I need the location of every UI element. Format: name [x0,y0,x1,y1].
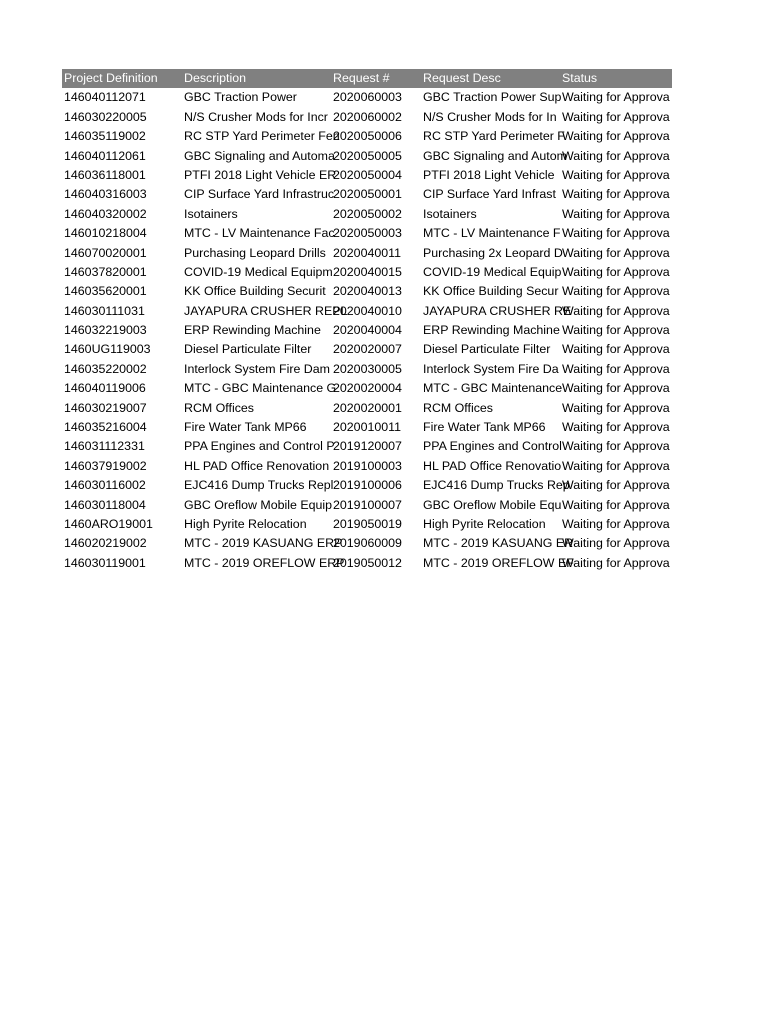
cell-description[interactable]: GBC Oreflow Mobile Equip [184,497,333,512]
cell-request-desc[interactable]: GBC Oreflow Mobile Equ [423,497,562,512]
cell-request-desc[interactable]: HL PAD Office Renovatio [423,458,562,473]
cell-description[interactable]: HL PAD Office Renovation [184,458,330,473]
table-header-row [62,69,672,88]
table-row [62,437,672,456]
cell-project-definition[interactable]: 146010218004 [64,226,147,241]
cell-request-desc[interactable]: Fire Water Tank MP66 [423,420,546,435]
cell-status[interactable]: Waiting for Approva [562,342,670,357]
cell-request-desc[interactable]: Diesel Particulate Filter [423,342,551,357]
cell-request-number[interactable]: 2019060009 [333,536,402,551]
header-project-definition[interactable]: Project Definition [64,71,158,85]
table-row [62,205,672,224]
cell-request-desc[interactable]: COVID-19 Medical Equip [423,264,562,279]
cell-project-definition[interactable]: 1460UG119003 [64,342,151,357]
cell-status[interactable]: Waiting for Approva [562,109,670,124]
header-request-number[interactable]: Request # [333,71,390,85]
table-row [62,554,672,573]
cell-description[interactable]: ERP Rewinding Machine [184,323,321,338]
cell-project-definition[interactable]: 146036118001 [64,167,146,182]
cell-request-number[interactable]: 2020050004 [333,167,402,182]
cell-description[interactable]: N/S Crusher Mods for Incr [184,109,328,124]
table-row [62,127,672,146]
cell-status[interactable]: Waiting for Approva [562,264,670,279]
table-row [62,88,672,107]
cell-request-desc[interactable]: MTC - 2019 KASUANG ER [423,536,574,551]
cell-project-definition[interactable]: 146030116002 [64,478,146,493]
cell-description[interactable]: High Pyrite Relocation [184,516,307,531]
table-row [62,515,672,534]
cell-request-desc[interactable]: PTFI 2018 Light Vehicle [423,167,555,182]
cell-request-number[interactable]: 2020050001 [333,187,402,202]
cell-request-desc[interactable]: GBC Traction Power Sup [423,90,562,105]
cell-project-definition[interactable]: 146030111031 [64,303,145,318]
cell-request-desc[interactable]: MTC - LV Maintenance F [423,226,561,241]
cell-request-desc[interactable]: MTC - GBC Maintenance [423,381,563,396]
cell-project-definition[interactable]: 146040320002 [64,206,147,221]
cell-description[interactable]: JAYAPURA CRUSHER REPL [184,303,348,318]
cell-project-definition[interactable]: 146037820001 [64,264,147,279]
cell-status[interactable]: Waiting for Approva [562,361,670,376]
cell-project-definition[interactable]: 146030220005 [64,109,147,124]
cell-status[interactable]: Waiting for Approva [562,284,670,299]
cell-request-desc[interactable]: CIP Surface Yard Infrast [423,187,556,202]
cell-description[interactable]: RCM Offices [184,400,254,415]
cell-description[interactable]: KK Office Building Securit [184,284,326,299]
cell-description[interactable]: COVID-19 Medical Equipm [184,264,333,279]
cell-status[interactable]: Waiting for Approva [562,478,670,493]
table-body [62,88,672,573]
cell-request-number[interactable]: 2019100003 [333,458,402,473]
cell-project-definition[interactable]: 146035119002 [64,129,146,144]
cell-request-number[interactable]: 2020020004 [333,381,402,396]
cell-request-desc[interactable]: N/S Crusher Mods for In [423,109,557,124]
cell-request-number[interactable]: 2020050003 [333,226,402,241]
cell-request-desc[interactable]: Isotainers [423,206,477,221]
table-row [62,379,672,398]
cell-request-desc[interactable]: High Pyrite Relocation [423,516,546,531]
cell-description[interactable]: PTFI 2018 Light Vehicle ER [184,167,337,182]
table-row [62,340,672,359]
cell-request-desc[interactable]: KK Office Building Secur [423,284,559,299]
cell-status[interactable]: Waiting for Approva [562,187,670,202]
spreadsheet-table [62,69,672,573]
cell-project-definition[interactable]: 146032219003 [64,323,147,338]
cell-status[interactable]: Waiting for Approva [562,516,670,531]
cell-project-definition[interactable]: 146040112071 [64,90,146,105]
cell-project-definition[interactable]: 146035220002 [64,361,147,376]
cell-request-number[interactable]: 2020040015 [333,264,402,279]
cell-request-desc[interactable]: EJC416 Dump Trucks Rep [423,478,570,493]
cell-request-desc[interactable]: RCM Offices [423,400,493,415]
table-row [62,399,672,418]
cell-request-number[interactable]: 2019100007 [333,497,402,512]
cell-request-number[interactable]: 2020020007 [333,342,402,357]
table-row [62,244,672,263]
table-row [62,321,672,340]
cell-status[interactable]: Waiting for Approva [562,458,670,473]
cell-status[interactable]: Waiting for Approva [562,381,670,396]
cell-status[interactable]: Waiting for Approva [562,323,670,338]
cell-project-definition[interactable]: 146040112061 [64,148,146,163]
cell-project-definition[interactable]: 146035620001 [64,284,147,299]
cell-project-definition[interactable]: 146035216004 [64,420,147,435]
header-description[interactable]: Description [184,71,246,85]
table-row [62,108,672,127]
cell-request-number[interactable]: 2020050006 [333,129,402,144]
cell-project-definition[interactable]: 146030219007 [64,400,147,415]
cell-request-number[interactable]: 2020030005 [333,361,402,376]
cell-status[interactable]: Waiting for Approva [562,400,670,415]
table-row [62,534,672,553]
cell-description[interactable]: Isotainers [184,206,238,221]
table-row [62,263,672,282]
cell-project-definition[interactable]: 146030118004 [64,497,146,512]
table-row [62,360,672,379]
cell-request-desc[interactable]: GBC Signaling and Autom [423,148,567,163]
table-row [62,476,672,495]
cell-description[interactable]: Purchasing Leopard Drills [184,245,326,260]
cell-request-number[interactable]: 2020060003 [333,90,402,105]
table-row [62,457,672,476]
cell-status[interactable]: Waiting for Approva [562,90,670,105]
cell-status[interactable]: Waiting for Approva [562,439,670,454]
cell-request-number[interactable]: 2020020001 [333,400,402,415]
cell-request-number[interactable]: 2019120007 [333,439,402,454]
cell-request-number[interactable]: 2019050012 [333,555,402,570]
cell-description[interactable]: GBC Traction Power [184,90,297,105]
table-row [62,418,672,437]
cell-status[interactable]: Waiting for Approva [562,420,670,435]
cell-request-number[interactable]: 2020050002 [333,206,402,221]
cell-description[interactable]: GBC Signaling and Automa [184,148,335,163]
cell-project-definition[interactable]: 146030119001 [64,555,146,570]
cell-description[interactable]: MTC - LV Maintenance Fac [184,226,335,241]
cell-request-desc[interactable]: RC STP Yard Perimeter F [423,129,565,144]
cell-status[interactable]: Waiting for Approva [562,148,670,163]
cell-project-definition[interactable]: 146040316003 [64,187,147,202]
cell-status[interactable]: Waiting for Approva [562,226,670,241]
cell-status[interactable]: Waiting for Approva [562,555,670,570]
cell-request-desc[interactable]: Purchasing 2x Leopard D [423,245,563,260]
cell-status[interactable]: Waiting for Approva [562,129,670,144]
cell-status[interactable]: Waiting for Approva [562,167,670,182]
cell-project-definition[interactable]: 146037919002 [64,458,147,473]
cell-project-definition[interactable]: 146031112331 [64,439,145,454]
cell-request-desc[interactable]: JAYAPURA CRUSHER RE [423,303,572,318]
cell-status[interactable]: Waiting for Approva [562,245,670,260]
cell-status[interactable]: Waiting for Approva [562,497,670,512]
cell-description[interactable]: Diesel Particulate Filter [184,342,312,357]
cell-status[interactable]: Waiting for Approva [562,536,670,551]
cell-project-definition[interactable]: 146070020001 [64,245,147,260]
cell-request-number[interactable]: 2020040010 [333,303,402,318]
cell-request-number[interactable]: 2019100006 [333,478,402,493]
cell-request-number[interactable]: 2020040004 [333,323,402,338]
cell-project-definition[interactable]: 1460ARO19001 [64,516,153,531]
cell-description[interactable]: MTC - 2019 KASUANG ERP [184,536,343,551]
cell-description[interactable]: EJC416 Dump Trucks Repl [184,478,334,493]
cell-request-number[interactable]: 2020010011 [333,420,401,435]
cell-request-number[interactable]: 2019050019 [333,516,402,531]
cell-project-definition[interactable]: 146040119006 [64,381,146,396]
cell-description[interactable]: Fire Water Tank MP66 [184,420,307,435]
table-row [62,224,672,243]
cell-description[interactable]: MTC - 2019 OREFLOW ERP [184,555,345,570]
cell-request-desc[interactable]: MTC - 2019 OREFLOW EF [423,555,574,570]
cell-description[interactable]: PPA Engines and Control P [184,439,335,454]
cell-request-number[interactable]: 2020060002 [333,109,402,124]
header-request-desc[interactable]: Request Desc [423,71,501,85]
header-status[interactable]: Status [562,71,598,85]
table-row [62,147,672,166]
cell-request-desc[interactable]: PPA Engines and Control [423,439,562,454]
table-row [62,302,672,321]
cell-description[interactable]: Interlock System Fire Dam [184,361,330,376]
table-row [62,185,672,204]
cell-project-definition[interactable]: 146020219002 [64,536,147,551]
cell-status[interactable]: Waiting for Approva [562,303,670,318]
table-row [62,282,672,301]
cell-request-number[interactable]: 2020050005 [333,148,402,163]
cell-description[interactable]: RC STP Yard Perimeter Fen [184,129,340,144]
cell-description[interactable]: MTC - GBC Maintenance G [184,381,337,396]
cell-status[interactable]: Waiting for Approva [562,206,670,221]
cell-request-desc[interactable]: ERP Rewinding Machine [423,323,560,338]
table-row [62,496,672,515]
cell-request-number[interactable]: 2020040013 [333,284,402,299]
cell-description[interactable]: CIP Surface Yard Infrastruc [184,187,335,202]
cell-request-desc[interactable]: Interlock System Fire Da [423,361,559,376]
table-row [62,166,672,185]
cell-request-number[interactable]: 2020040011 [333,245,401,260]
